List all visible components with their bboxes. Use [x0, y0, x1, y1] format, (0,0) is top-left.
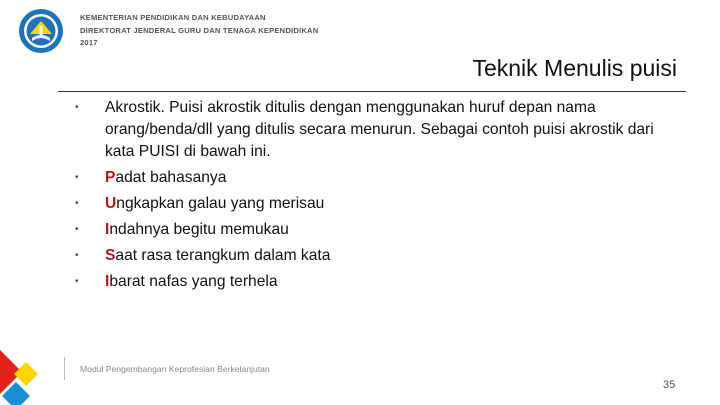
list-item-poem-line: [70, 271, 670, 293]
list-item-poem-line: [70, 245, 670, 267]
acrostic-letter: U: [105, 195, 117, 212]
title-divider: [58, 91, 686, 92]
decorative-corner-shapes-icon: [0, 340, 50, 405]
poem-line-text: ndahnya begitu memukau: [109, 221, 289, 238]
page-number: 35: [663, 379, 676, 391]
list-item-poem-line: [70, 193, 670, 215]
org-line-directorate: DIREKTORAT JENDERAL GURU DAN TENAGA KEPENDIDIKAN: [80, 25, 319, 35]
yellow-diamond-shape: [14, 362, 38, 386]
poem-line-text: barat nafas yang terhela: [109, 273, 278, 290]
acrostic-letter: P: [105, 169, 116, 186]
intro-text: Akrostik. Puisi akrostik ditulis dengan menggunakan huruf depan nama orang/benda/dll yang ditulis secara menurun. Sebagai contoh puisi akrostik dari kata PUISI di bawah ini.: [105, 99, 654, 160]
acrostic-letter: I: [105, 273, 110, 290]
bullet-icon: •: [75, 172, 79, 183]
bullet-list: [70, 97, 670, 297]
footer-module-text: Modul Pengembangan Keprofesian Berkelanjutan: [80, 364, 270, 374]
tut-wuri-handayani-logo-icon: [18, 8, 64, 54]
bullet-icon: •: [75, 224, 79, 235]
poem-line-text: aat rasa terangkum dalam kata: [115, 247, 331, 264]
acrostic-letter: S: [105, 247, 116, 264]
organization-name: [80, 12, 318, 50]
footer-divider: [64, 357, 65, 380]
bullet-icon: •: [75, 250, 79, 261]
bullet-icon: •: [75, 276, 79, 287]
slide-title: Teknik Menulis puisi: [472, 55, 677, 81]
bullet-icon: •: [75, 102, 79, 113]
poem-line-text: ngkapkan galau yang merisau: [116, 195, 325, 212]
bullet-icon: •: [75, 198, 79, 209]
list-item-poem-line: [70, 167, 670, 189]
org-line-ministry: KEMENTERIAN PENDIDIKAN DAN KEBUDAYAAN: [80, 13, 266, 22]
org-line-year: 2017: [80, 38, 98, 48]
slide-header: [18, 8, 318, 54]
list-item-intro: [70, 97, 670, 163]
list-item-poem-line: [70, 219, 670, 241]
poem-line-text: adat bahasanya: [115, 169, 227, 186]
acrostic-letter: I: [105, 221, 110, 238]
